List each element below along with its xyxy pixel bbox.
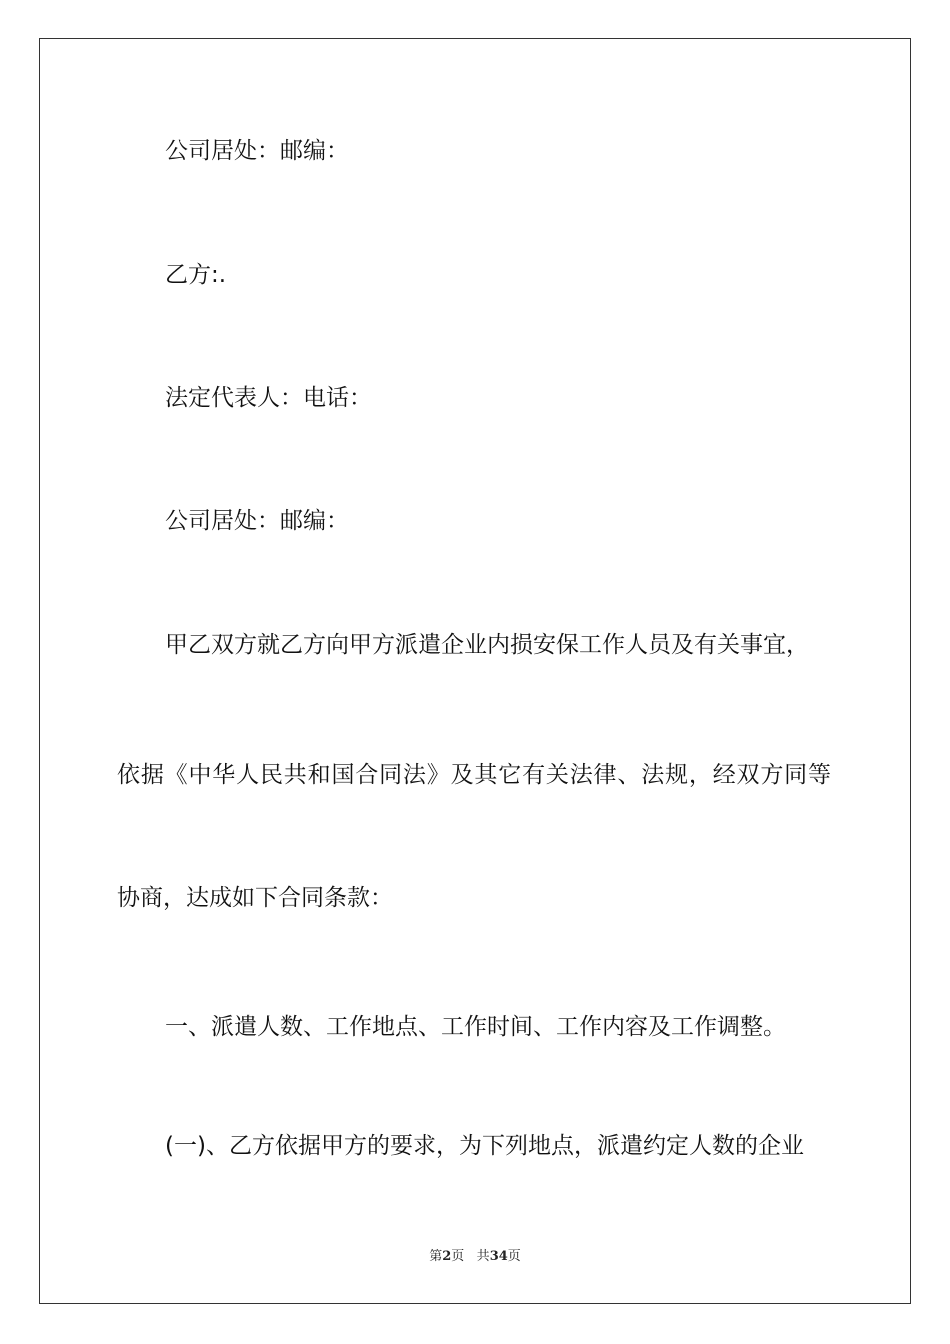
footer-total-suffix: 页 (507, 1249, 521, 1264)
section-heading-1: 一、派遣人数、工作地点、工作时间、工作内容及工作调整。 (165, 1014, 786, 1040)
paragraph-preamble-line-3: 协商，达成如下合同条款： (117, 885, 393, 911)
footer-total-pages: 34 (489, 1249, 508, 1264)
company-address-line-party-b: 公司居处：邮编： (165, 508, 349, 534)
footer-page-prefix: 第 (429, 1249, 443, 1264)
party-b-line: 乙方:. (165, 262, 227, 288)
company-address-line-party-a: 公司居处：邮编： (165, 138, 349, 164)
paragraph-preamble-line-2: 依据《中华人民共和国合同法》及其它有关法律、法规，经双方同等 (117, 762, 831, 788)
footer-total-prefix: 共 (476, 1249, 490, 1264)
clause-1-line-1: (一)、乙方依据甲方的要求，为下列地点，派遣约定人数的企业 (165, 1133, 804, 1159)
footer-page-suffix: 页 (451, 1249, 465, 1264)
footer-page-number: 2 (442, 1249, 452, 1264)
paragraph-preamble-line-1: 甲乙双方就乙方向甲方派遣企业内损安保工作人员及有关事宜， (165, 632, 809, 658)
page-footer (0, 1248, 950, 1266)
legal-representative-line: 法定代表人：电话： (165, 385, 372, 411)
page-border (39, 38, 911, 1304)
